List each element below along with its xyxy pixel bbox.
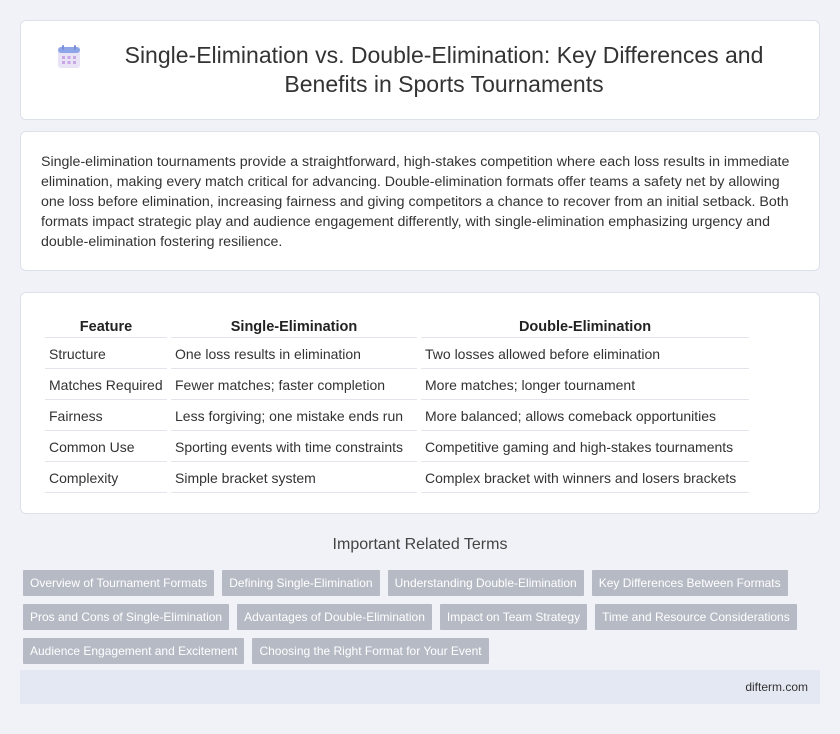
summary-card xyxy=(20,131,820,271)
header-feature: Feature xyxy=(45,311,167,338)
tag-link[interactable]: Overview of Tournament Formats xyxy=(23,570,214,596)
related-terms-section xyxy=(20,536,820,672)
tag-link[interactable]: Impact on Team Strategy xyxy=(440,604,587,630)
footer-brand[interactable]: difterm.com xyxy=(745,680,808,694)
cell-double: Competitive gaming and high-stakes tournaments xyxy=(421,431,749,462)
related-terms-title: Important Related Terms xyxy=(332,536,508,553)
table-row xyxy=(45,369,749,400)
table-row xyxy=(45,400,749,431)
header-double-elimination: Double-Elimination xyxy=(421,311,749,338)
tag-link[interactable]: Choosing the Right Format for Your Event xyxy=(252,638,488,664)
tag-link[interactable]: Audience Engagement and Excitement xyxy=(23,638,244,664)
comparison-table-card xyxy=(20,292,820,514)
table-row xyxy=(45,338,749,369)
cell-single: Sporting events with time constraints xyxy=(171,431,417,462)
tag-link[interactable]: Understanding Double-Elimination xyxy=(388,570,584,596)
cell-single: One loss results in elimination xyxy=(171,338,417,369)
table-header-row xyxy=(45,311,749,338)
summary-text: Single-elimination tournaments provide a straightforward, high-stakes competition where each loss results in immediate elimination, making every match critical for advancing. Double-elimination formats offer teams a safety net by allowing one loss before elimination, increasing fairness and giving competitors a chance to recover from an initial setback. Both formats impact strategic play and audience engagement differently, with single-elimination emphasizing urgency and double-elimination fostering resilience. xyxy=(41,154,790,250)
cell-double: Two losses allowed before elimination xyxy=(421,338,749,369)
page-title: Single-Elimination vs. Double-Elimination: Key Differences and Benefits in Sports Tournaments xyxy=(124,42,764,97)
cell-feature: Matches Required xyxy=(45,369,167,400)
tag-link[interactable]: Time and Resource Considerations xyxy=(595,604,797,630)
cell-feature: Fairness xyxy=(45,400,167,431)
cell-double: More balanced; allows comeback opportunities xyxy=(421,400,749,431)
tag-link[interactable]: Advantages of Double-Elimination xyxy=(237,604,432,630)
table-row xyxy=(45,431,749,462)
footer xyxy=(20,670,820,704)
cell-single: Simple bracket system xyxy=(171,462,417,493)
header-single-elimination: Single-Elimination xyxy=(171,311,417,338)
table-row xyxy=(45,462,749,493)
cell-feature: Common Use xyxy=(45,431,167,462)
tag-link[interactable]: Pros and Cons of Single-Elimination xyxy=(23,604,229,630)
comparison-table xyxy=(41,311,753,493)
tag-link[interactable]: Defining Single-Elimination xyxy=(222,570,379,596)
cell-double: Complex bracket with winners and losers brackets xyxy=(421,462,749,493)
cell-single: Fewer matches; faster completion xyxy=(171,369,417,400)
title-wrap xyxy=(16,41,824,99)
cell-feature: Complexity xyxy=(45,462,167,493)
calendar-icon xyxy=(56,44,82,70)
cell-feature: Structure xyxy=(45,338,167,369)
tag-link[interactable]: Key Differences Between Formats xyxy=(592,570,788,596)
related-tags xyxy=(20,570,820,672)
cell-single: Less forgiving; one mistake ends run xyxy=(171,400,417,431)
header-card xyxy=(20,20,820,120)
cell-double: More matches; longer tournament xyxy=(421,369,749,400)
